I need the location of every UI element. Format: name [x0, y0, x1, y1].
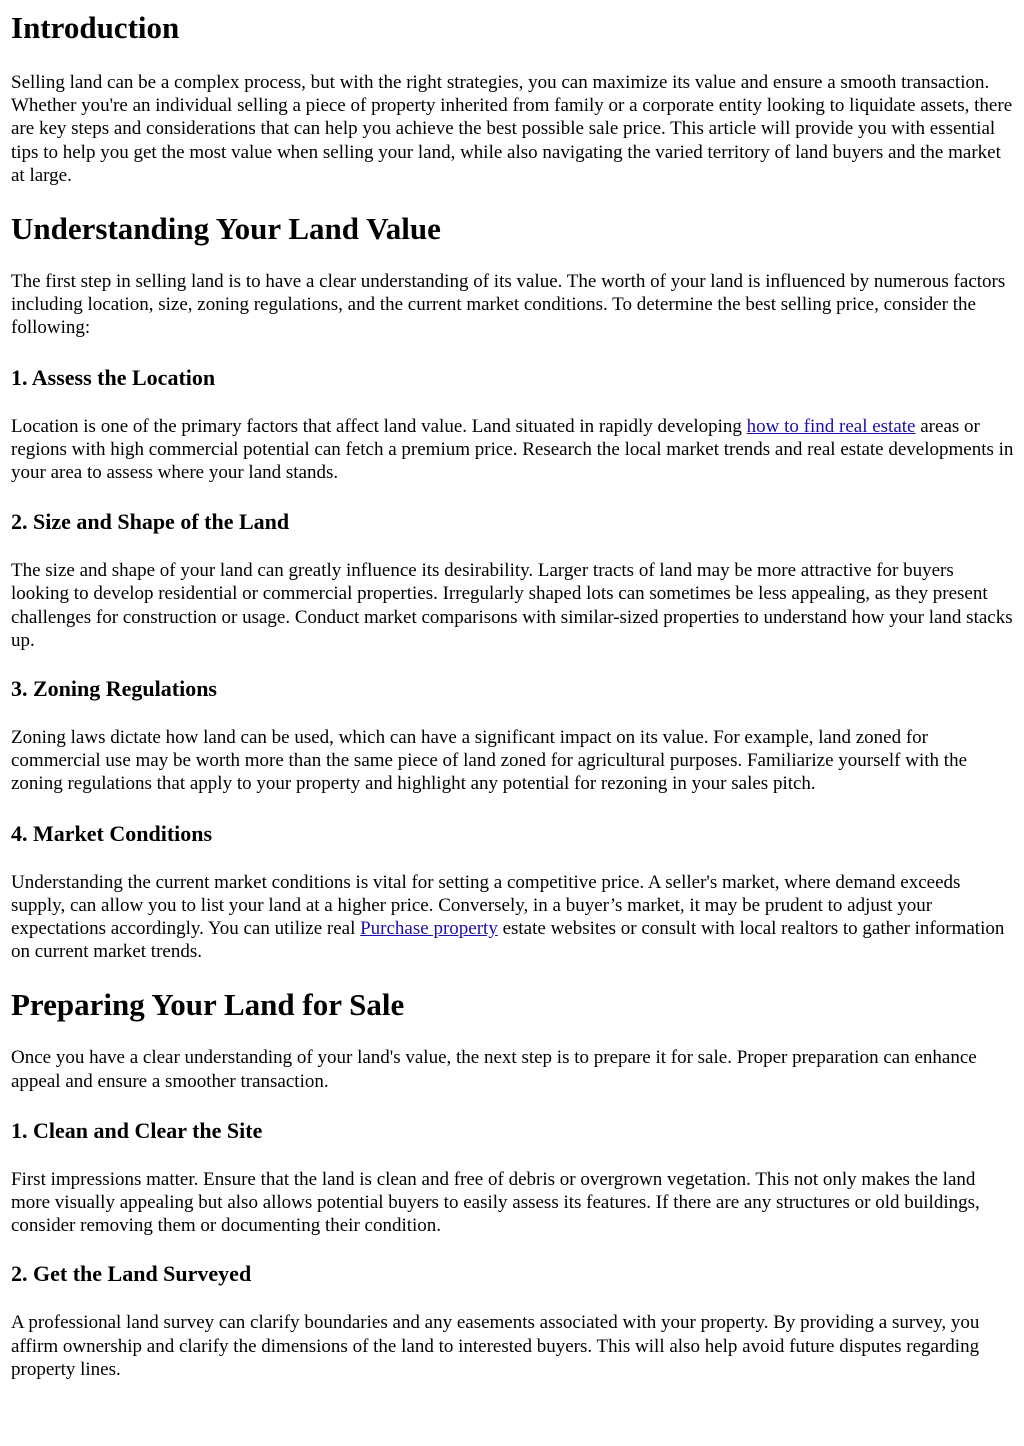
- market-heading: 4. Market Conditions: [11, 820, 213, 846]
- purchase-property-link[interactable]: Purchase property: [360, 918, 498, 940]
- location-heading: 1. Assess the Location: [11, 364, 216, 390]
- intro-paragraph: Selling land can be a complex process, but with the right strategies, you can maximize its value and ensure a smooth transaction. Whether you're an individual selling a piece of property inherited from family or a corporate entity looking to liquidate assets, there are key steps and considerations that can help you achieve the best possible sale price. This article will provide you with essential tips to help you get the most value when selling your land, while also navigating the varied territory of land buyers and the market at large.: [11, 72, 1013, 186]
- how-to-find-real-estate-link[interactable]: how to find real estate: [746, 415, 916, 437]
- location-text-before: Location is one of the primary factors that affect land value. Land situated in rapidly developing: [11, 415, 747, 437]
- survey-heading: 2. Get the Land Surveyed: [11, 1261, 252, 1287]
- size-paragraph: The size and shape of your land can greatly influence its desirability. Larger tracts of land may be more attractive for buyers looking to develop residential or commercial properties. Irregularly shaped lots can sometimes be less appealing, as they present challenges for construction or usage. Conduct market comparisons with similar-sized properties to understand how your land stacks up.: [11, 560, 1013, 651]
- size-heading: 2. Size and Shape of the Land: [11, 509, 290, 535]
- clean-paragraph: First impressions matter. Ensure that the land is clean and free of debris or overgrown vegetation. This not only makes the land more visually appealing but also allows potential buyers to easily assess its features. If there are any structures or old buildings, consider removing them or documenting their condition.: [11, 1168, 980, 1237]
- market-text-after: estate websites or consult with local realtors to gather information on current market trends.: [11, 918, 1005, 963]
- understanding-paragraph: The first step in selling land is to have a clear understanding of its value. The worth of your land is influenced by numerous factors including location, size, zoning regulations, and the current market conditions. To determine the best selling price, consider the following:: [11, 271, 1006, 339]
- survey-paragraph: A professional land survey can clarify boundaries and any easements associated with your property. By providing a survey, you affirm ownership and clarify the dimensions of the land to interested buyers. This will also help avoid future disputes regarding property lines.: [11, 1312, 980, 1380]
- market-paragraph: [11, 871, 1014, 964]
- zoning-paragraph: Zoning laws dictate how land can be used, which can have a significant impact on its value. For example, land zoned for commercial use may be worth more than the same piece of land zoned for agricultural purposes. Familiarize yourself with the zoning regulations that apply to your property and highlight any potential for rezoning in your sales pitch.: [11, 727, 968, 795]
- clean-heading: 1. Clean and Clear the Site: [11, 1117, 263, 1143]
- understanding-heading: Understanding Your Land Value: [11, 211, 441, 247]
- preparing-paragraph: Once you have a clear understanding of your land's value, the next step is to prepare it for sale. Proper preparation can enhance appeal and ensure a smoother transaction.: [11, 1047, 977, 1092]
- location-text-after: areas or regions with high commercial potential can fetch a premium price. Research the local market trends and real estate developments in your area to assess where your land stands.: [11, 415, 1014, 484]
- preparing-heading: Preparing Your Land for Sale: [11, 987, 405, 1023]
- zoning-heading: 3. Zoning Regulations: [11, 676, 217, 702]
- intro-heading: Introduction: [11, 10, 180, 45]
- market-text-before: Understanding the current market conditions is vital for setting a competitive price. A seller's market, where demand exceeds supply, can allow you to list your land at a higher price. Conversely, in a buyer’s market, it may be prudent to adjust your expectations accordingly. You can utilize real: [11, 871, 961, 940]
- location-paragraph: [11, 415, 1014, 485]
